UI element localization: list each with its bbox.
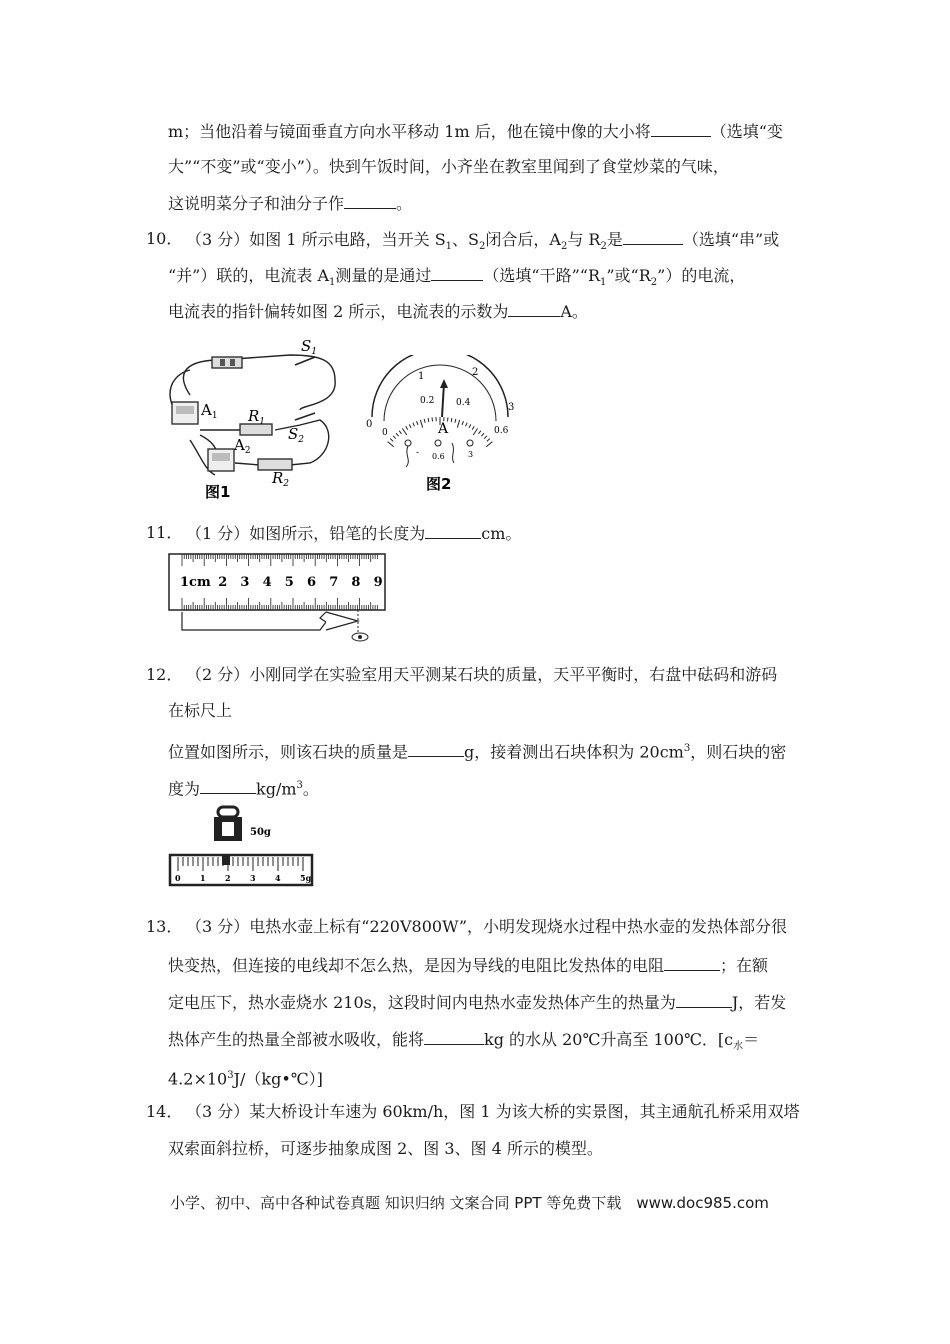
switch-s1-icon[interactable] xyxy=(295,357,315,365)
q13-line-4: 热体产生的热量全部被水吸收，能将 kg 的水从 20℃升高至 100℃．[$c_水=$ xyxy=(168,1030,760,1053)
dial-tick xyxy=(390,439,393,442)
dial-needle xyxy=(442,383,444,417)
q12-line-3: 位置如图所示，则该石块的质量是 g，接着测出石块体积为 $20cm^3$，则石块的密 xyxy=(168,742,787,762)
dial-tick xyxy=(393,436,396,439)
ruler-label: 4 xyxy=(262,575,272,590)
dial-tick xyxy=(481,433,484,436)
dial-tick xyxy=(472,426,474,429)
q12-line-1: （2 分）小刚同学在实验室用天平测某石块的质量，天平平衡时，右盘中砝码和游码 xyxy=(186,665,778,684)
switch-s2-icon[interactable] xyxy=(295,413,315,420)
scale-label: 0 xyxy=(175,873,181,883)
q13-line-1: （3 分）电热水壶上标有“220V800W”，小明发现烧水过程中热水壶的发热体部分很 xyxy=(186,917,788,936)
needle-tip xyxy=(440,379,448,388)
q9-line-2: 大”“不变”或“变小”）。快到午饭时间，小齐坐在教室里闻到了食堂炒菜的气味， xyxy=(168,157,729,176)
dial-tick xyxy=(455,419,456,423)
terminal-3-label: 3 xyxy=(468,450,474,459)
answer-blank[interactable] xyxy=(651,120,711,137)
dial-tick xyxy=(417,421,418,425)
ruler-label: 7 xyxy=(329,575,339,590)
answer-blank[interactable] xyxy=(431,264,483,281)
resistor-r1-icon xyxy=(240,424,272,435)
q12-number: 12． xyxy=(146,665,183,684)
label-a1: $A_1$ xyxy=(201,401,218,421)
q9-line-1: m；当他沿着与镜面垂直方向水平移动 1m 后，他在镜中像的大小将 （选填“变 xyxy=(168,122,783,141)
answer-blank[interactable] xyxy=(408,740,464,757)
q10-line-1: （3 分）如图 1 所示电路，当开关 $S_1$、$S_2$闭合后，$A_2$与 $R_2$是 （选填“串”或 xyxy=(186,230,780,253)
q13-number: 13． xyxy=(146,917,183,936)
dial-tick xyxy=(406,426,408,429)
tick-top-0: 0 xyxy=(366,419,373,430)
dial-tick xyxy=(484,436,487,439)
ruler-label-1cm: 1cm xyxy=(180,575,211,590)
answer-blank[interactable] xyxy=(425,522,481,539)
dial-tick xyxy=(402,428,406,435)
dial-tick xyxy=(399,431,401,434)
q13-line-2: 快变热，但连接的电线却不怎么热，是因为导线的电阻比发热体的电阻 ；在额 xyxy=(168,956,769,975)
answer-blank[interactable] xyxy=(508,300,560,317)
page-footer[interactable]: 小学、初中、高中各种试卷真题 知识归纳 文案合同 PPT 等免费下载 www.doc985.com xyxy=(170,1194,769,1212)
ruler-figure xyxy=(168,552,388,646)
circuit-figure xyxy=(160,335,360,505)
q10-line-2: “并”）联的，电流表 $A_1$测量的是通过 （选填“干路$”“R_1$”或“$R_2$”）的电流， xyxy=(168,266,746,289)
rider-icon[interactable] xyxy=(222,855,230,865)
answer-blank[interactable] xyxy=(623,228,683,245)
pencil-tip xyxy=(326,612,358,630)
dial-tick xyxy=(409,424,411,428)
tick-bottom-02: 0.2 xyxy=(420,396,435,406)
scale-label: 5g xyxy=(300,873,312,883)
label-a2: $A_2$ xyxy=(234,436,251,456)
dial-tick xyxy=(428,418,429,422)
tick-top-1: 1 xyxy=(418,371,425,382)
answer-blank[interactable] xyxy=(200,777,256,794)
label-r2: $R_2$ xyxy=(272,469,290,489)
ruler-label: 8 xyxy=(351,575,361,590)
dial-tick xyxy=(478,431,480,434)
q14-line-2: 双索面斜拉桥，可逐步抽象成图 2、图 3、图 4 所示的模型。 xyxy=(168,1139,603,1158)
tick-bottom-0: 0 xyxy=(382,428,388,438)
scale-label: 2 xyxy=(225,873,231,883)
q13-line-5: $4.2\times 10^3J/(kg•℃)$] xyxy=(168,1069,323,1089)
tick-bottom-04: 0.4 xyxy=(456,398,471,408)
scale-label: 3 xyxy=(250,873,256,883)
battery-cell xyxy=(220,359,225,366)
q14-line-1: （3 分）某大桥设计车速为 60km/h，图 1 为该大桥的实景图，其主通航孔桥采用双塔 xyxy=(186,1102,800,1121)
dial-tick xyxy=(462,421,463,425)
answer-blank[interactable] xyxy=(676,991,732,1008)
dial-tick xyxy=(396,433,399,436)
q9-line-3: 这说明菜分子和油分子作 。 xyxy=(168,194,413,213)
q13-line-3: 定电压下，热水壶烧水 210s，这段时间内电热水壶发热体产生的热量为 J，若发 xyxy=(168,993,787,1012)
dial-tick xyxy=(451,418,452,422)
tick-top-2: 2 xyxy=(472,367,479,378)
dial-tick xyxy=(420,420,422,428)
ruler-label: 2 xyxy=(218,575,228,590)
dial-tick xyxy=(486,442,492,447)
answer-blank[interactable] xyxy=(424,1028,484,1045)
label-r1: $R_1$ xyxy=(248,407,266,427)
tick-top-3: 3 xyxy=(508,402,515,413)
weight-handle xyxy=(218,807,238,817)
wire xyxy=(235,463,260,465)
answer-blank[interactable] xyxy=(664,954,720,971)
dial-tick xyxy=(469,424,471,428)
weight-window xyxy=(222,822,234,836)
terminal-minus-icon[interactable] xyxy=(405,440,411,446)
figure-2-caption: 图2 xyxy=(426,475,452,493)
dial-tick xyxy=(388,442,394,447)
dial-tick xyxy=(424,419,425,423)
wire xyxy=(452,443,454,463)
pencil-body xyxy=(182,612,326,630)
q11-number: 11． xyxy=(146,523,183,542)
dial-tick xyxy=(457,420,459,428)
dial-arc xyxy=(372,355,508,417)
weight-label: 50g xyxy=(250,827,271,838)
q14-number: 14． xyxy=(146,1102,183,1121)
dial-tick xyxy=(466,423,468,427)
dial-tick xyxy=(413,423,415,427)
scale-label: 1 xyxy=(200,873,206,883)
label-s2: $S_2$ xyxy=(288,425,305,445)
ruler-label: 5 xyxy=(284,575,294,590)
dial-arc-inner xyxy=(384,365,496,421)
answer-blank[interactable] xyxy=(344,192,396,209)
eye-pupil xyxy=(358,635,362,639)
terminal-3-icon[interactable] xyxy=(467,440,473,446)
battery-cell xyxy=(230,359,235,366)
ruler-label: 9 xyxy=(373,575,383,590)
ammeter-dial-figure xyxy=(360,355,520,495)
ammeter-dial xyxy=(212,453,230,461)
dial-tick xyxy=(473,428,477,435)
terminal-06-icon[interactable] xyxy=(435,440,441,446)
q10-line-3: 电流表的指针偏转如图 2 所示，电流表的示数为 A。 xyxy=(168,302,588,321)
scale-label: 4 xyxy=(275,873,281,883)
wire xyxy=(406,446,408,467)
ruler-label: 6 xyxy=(307,575,317,590)
ammeter-dial xyxy=(176,406,194,414)
figure-1-caption: 图1 xyxy=(205,483,231,501)
ruler-label: 3 xyxy=(240,575,250,590)
battery-icon xyxy=(212,357,242,368)
unit-label: A xyxy=(438,421,449,437)
q10-number: 10． xyxy=(146,229,183,248)
q11-line-1: （1 分）如图所示，铅笔的长度为 cm。 xyxy=(186,524,522,543)
dial-tick xyxy=(487,439,490,442)
q12-line-4: 度为 $kg/m^3$。 xyxy=(168,779,319,799)
label-s1: $S_1$ xyxy=(301,337,318,357)
tick-bottom-06: 0.6 xyxy=(494,426,509,436)
terminal-06-label: 0.6 xyxy=(432,452,445,461)
scale-body xyxy=(170,855,312,885)
q12-line-2: 在标尺上 xyxy=(168,701,233,720)
balance-figure xyxy=(168,805,318,895)
terminal-minus-label: - xyxy=(416,448,420,458)
